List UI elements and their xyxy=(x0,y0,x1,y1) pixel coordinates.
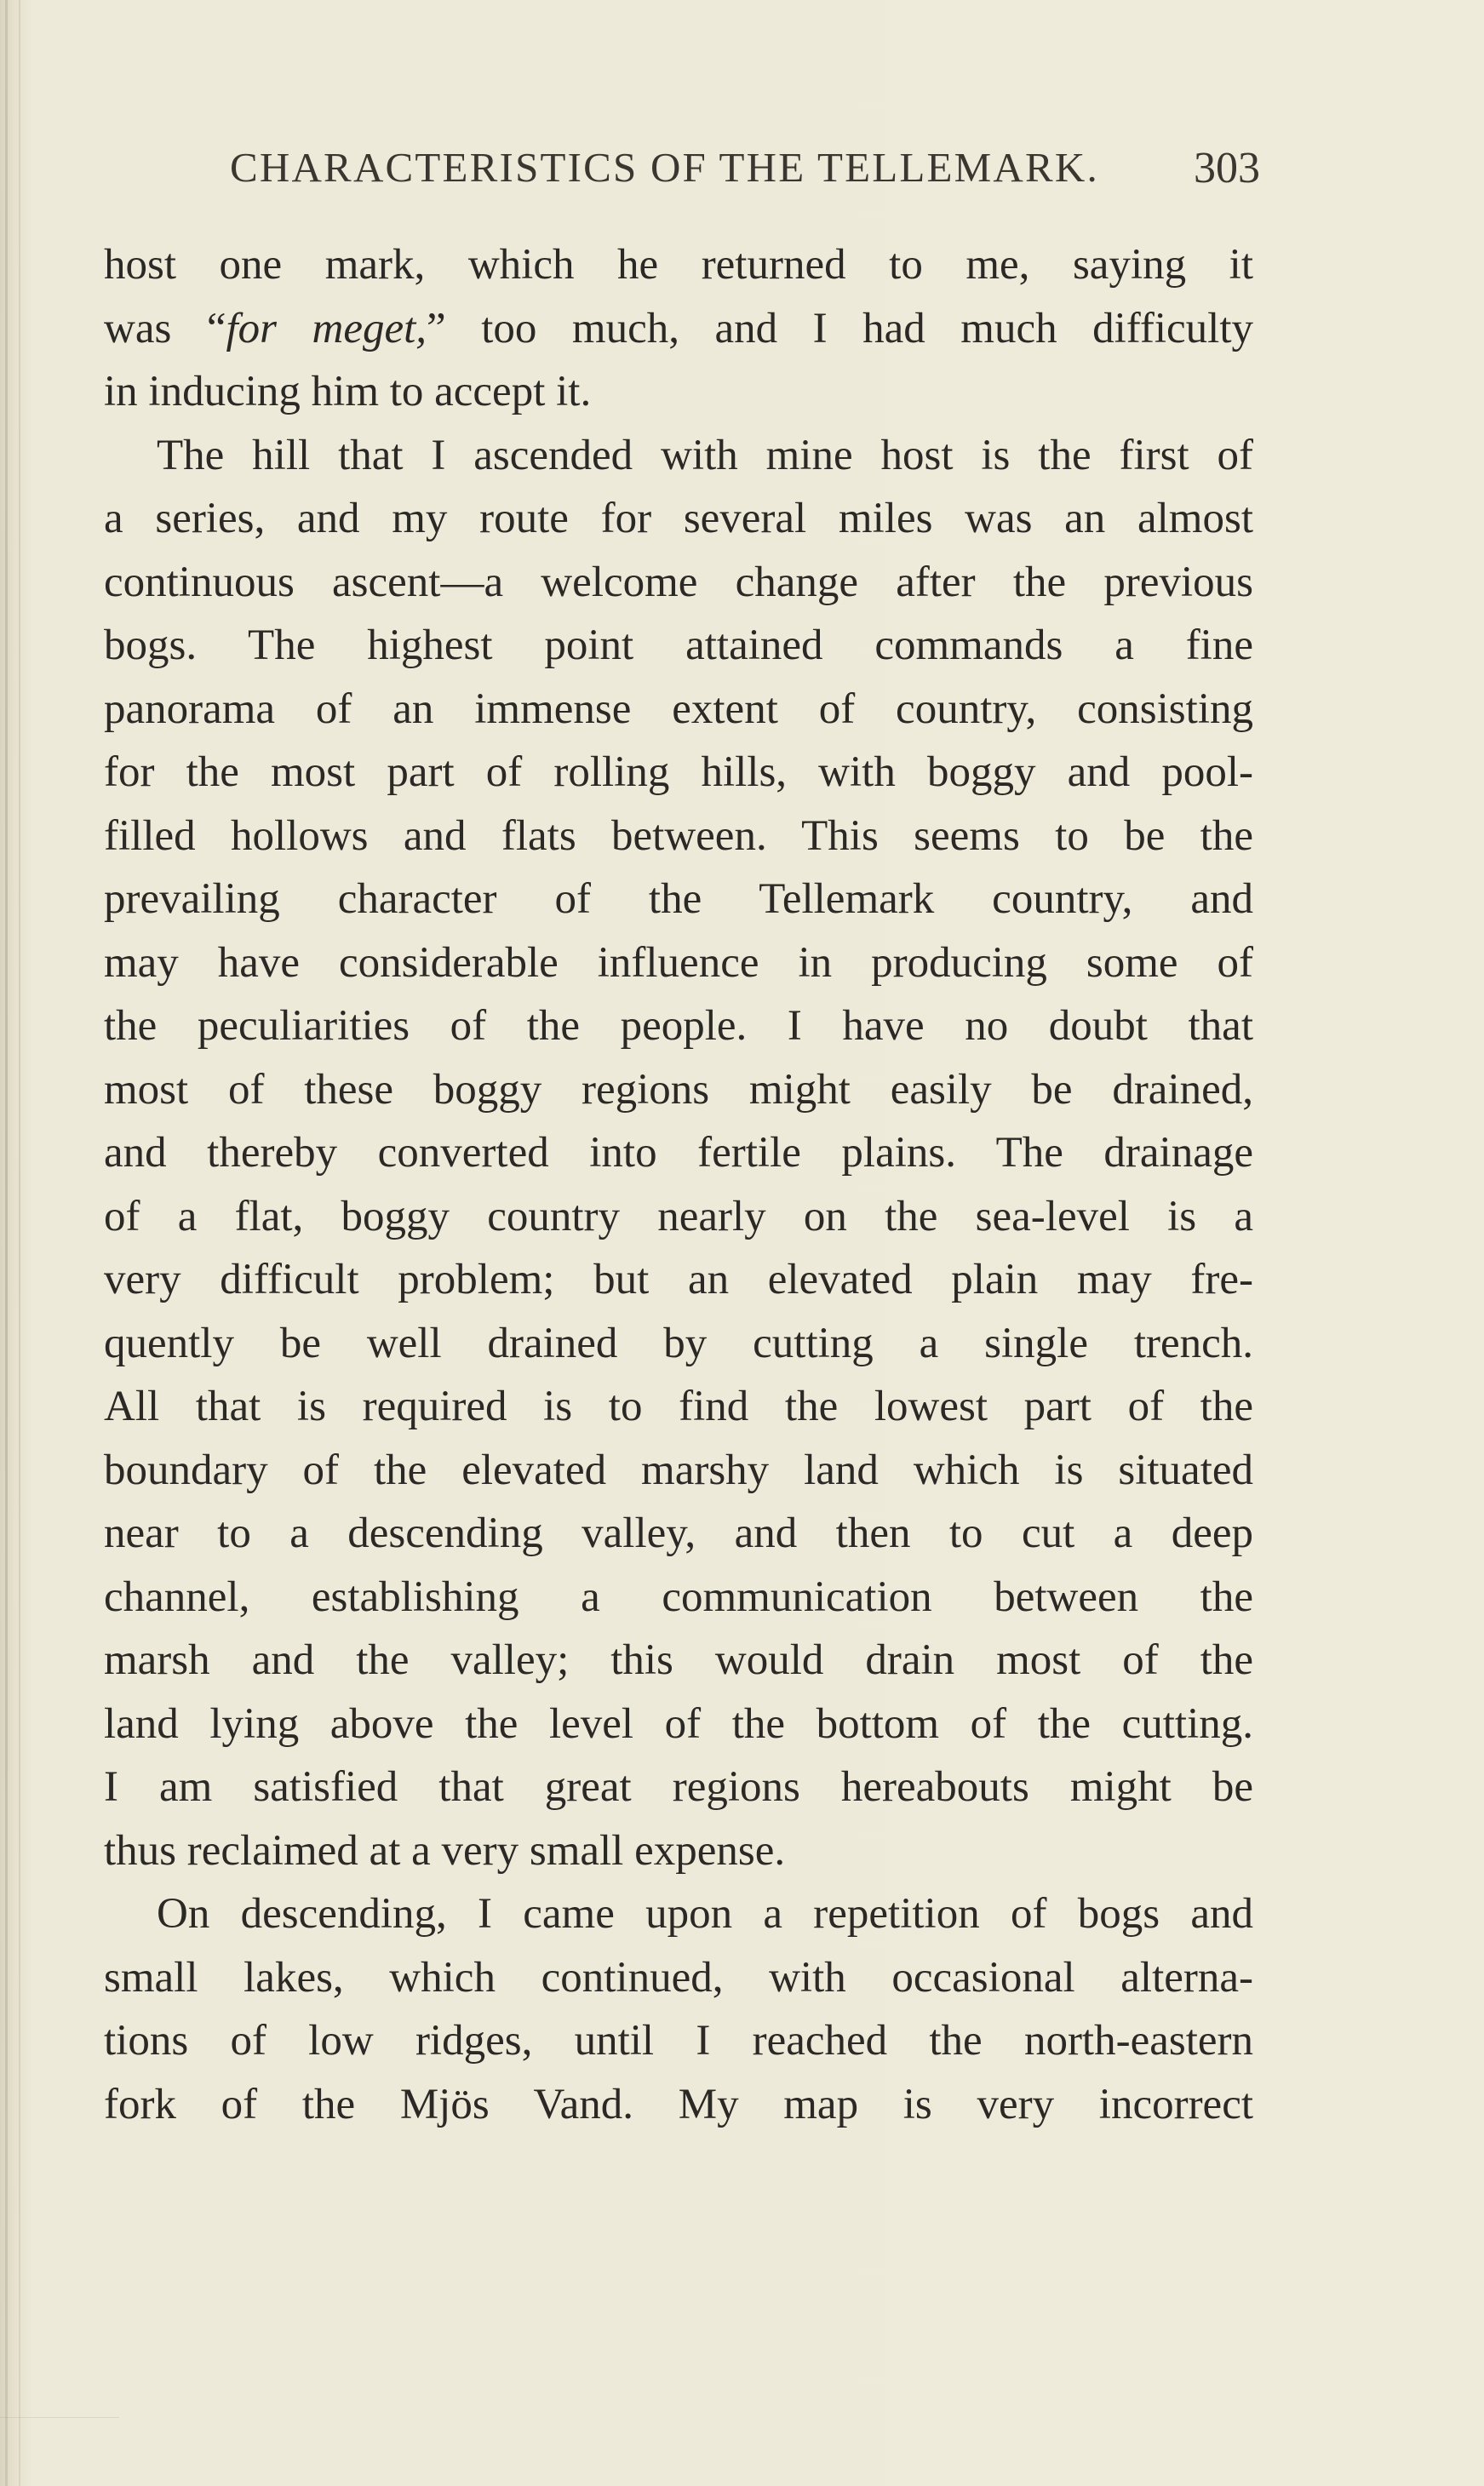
text-line: fork of the Mjös Vand. My map is very incorrect xyxy=(104,2080,1253,2128)
text-line: in inducing him to accept it. xyxy=(104,368,592,415)
text-line: small lakes, which continued, with occasional alterna- xyxy=(104,1953,1253,2002)
binding-edge-inner xyxy=(19,0,20,2486)
text-line: thus reclaimed at a very small expense. xyxy=(104,1826,786,1875)
text-line: may have considerable influence in producing some of xyxy=(104,938,1253,987)
text-line xyxy=(104,297,1253,361)
italic-phrase: for meget, xyxy=(226,304,427,352)
text-line: tions of low ridges, until I reached the north-eastern xyxy=(104,2017,1253,2065)
text-line: boundary of the elevated marshy land which is situated xyxy=(104,1446,1253,1494)
text-line: quently be well drained by cutting a single trench. xyxy=(104,1319,1253,1367)
text-line: and thereby converted into fertile plains. The drainage xyxy=(104,1129,1253,1177)
text-line: prevailing character of the Tellemark country, and xyxy=(104,875,1253,923)
text-line: the peculiarities of the people. I have no doubt that xyxy=(104,1002,1253,1050)
page-number: 303 xyxy=(1194,144,1260,192)
page-header xyxy=(230,143,1260,203)
text-line: very difficult problem; but an elevated plain may fre- xyxy=(104,1256,1253,1303)
binding-edge xyxy=(5,0,8,2486)
text-line: of a flat, boggy country nearly on the sea-level is a xyxy=(104,1192,1253,1240)
paragraph-first-line: The hill that I ascended with mine host is the first of xyxy=(157,431,1253,479)
text-fragment: ” too much, and I had much difficulty xyxy=(427,304,1253,352)
running-title: CHARACTERISTICS OF THE TELLEMARK. xyxy=(230,144,1099,191)
text-line: continuous ascent—a welcome change after the previous xyxy=(104,558,1253,606)
text-line: a series, and my route for several miles was an almost xyxy=(104,495,1253,542)
text-line: All that is required is to find the lowest part of the xyxy=(104,1383,1253,1430)
text-fragment: was “ xyxy=(104,304,226,352)
text-line: channel, establishing a communication between the xyxy=(104,1572,1253,1621)
paragraph-first-line: On descending, I came upon a repetition of bogs and xyxy=(157,1890,1253,1938)
text-line: marsh and the valley; this would drain most of the xyxy=(104,1636,1253,1684)
text-line: for the most part of rolling hills, with boggy and pool- xyxy=(104,748,1253,796)
text-line: bogs. The highest point attained commands a fine xyxy=(104,622,1253,669)
text-line: filled hollows and flats between. This seems to be the xyxy=(104,811,1253,860)
text-line: land lying above the level of the bottom of the cutting. xyxy=(104,1699,1253,1748)
text-line: near to a descending valley, and then to cut a deep xyxy=(104,1509,1253,1557)
text-line: I am satisfied that great regions hereabouts might be xyxy=(104,1763,1253,1811)
text-line: host one mark, which he returned to me, saying it xyxy=(104,241,1253,289)
text-line: panorama of an immense extent of country, consisting xyxy=(104,685,1253,733)
text-line: most of these boggy regions might easily be drained, xyxy=(104,1065,1253,1114)
body-text xyxy=(104,233,1253,2136)
page-corner-mark xyxy=(0,2417,119,2486)
